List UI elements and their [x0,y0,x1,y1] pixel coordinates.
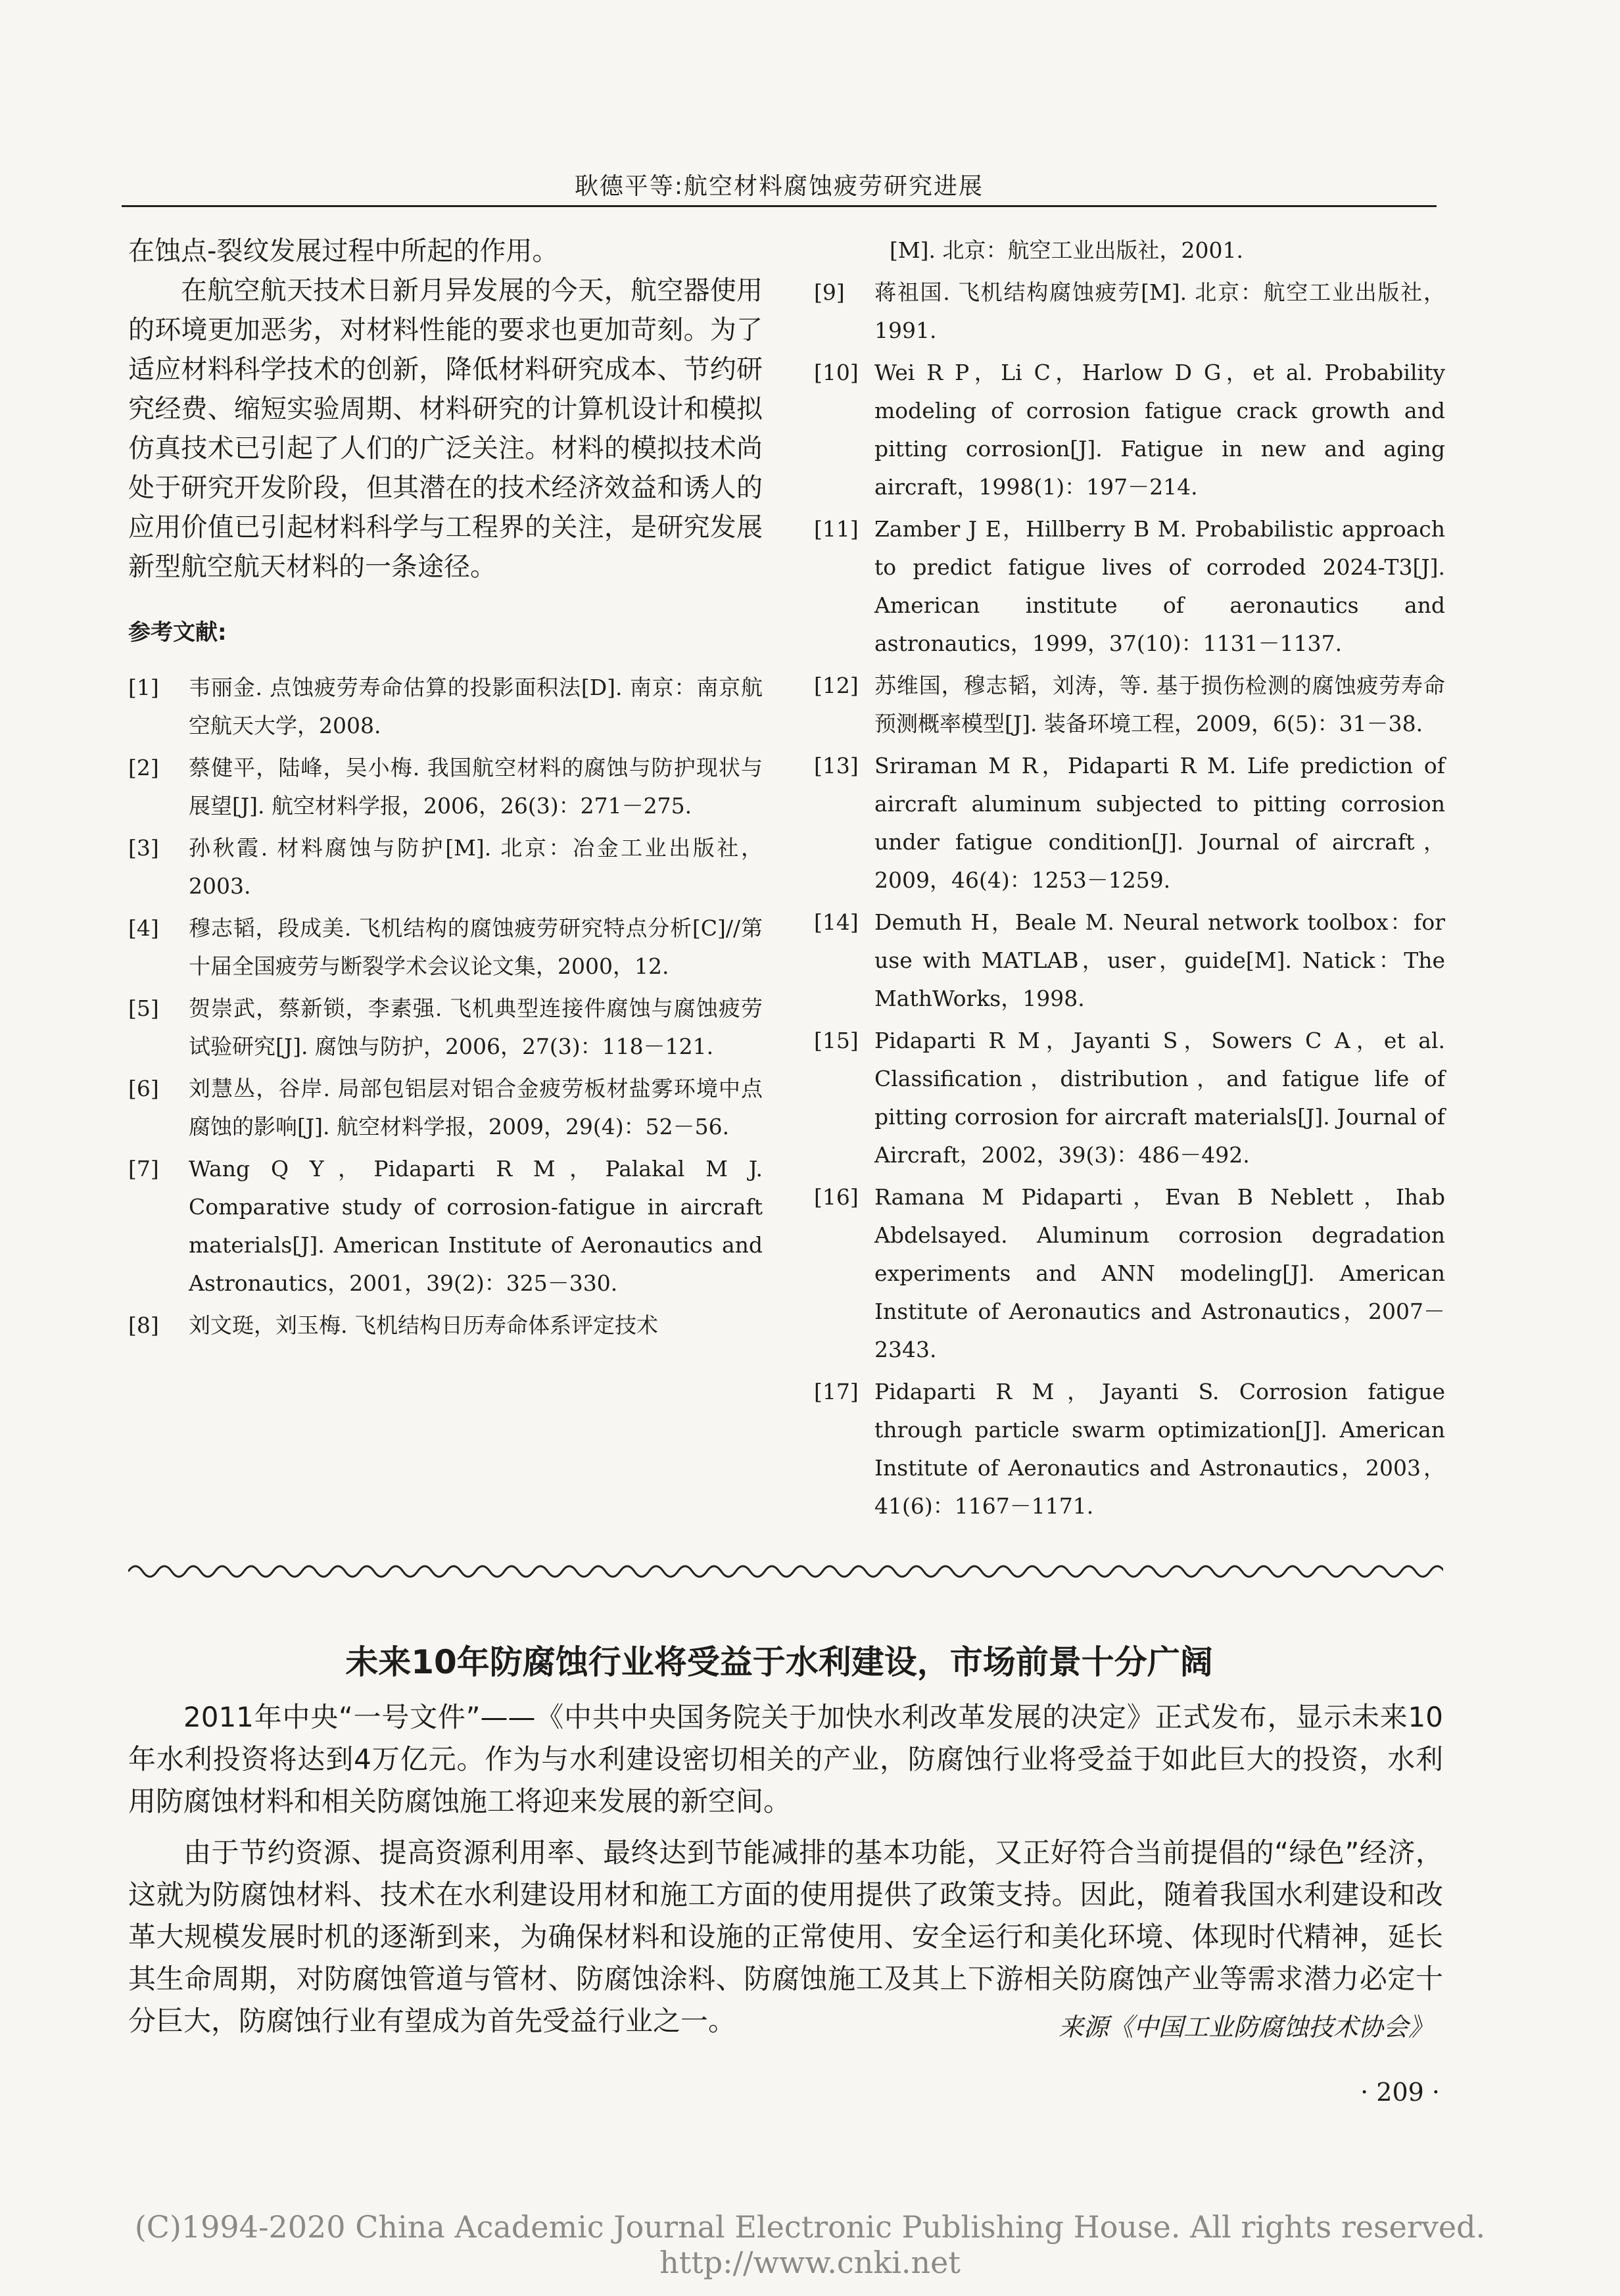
wavy-divider-line [128,1566,1443,1577]
news-title: 未来10年防腐蚀行业将受益于水利建设，市场前景十分广阔 [345,1643,1213,1681]
reference-item [128,1306,763,1345]
reference-number: [11] [814,516,859,542]
reference-list-right [814,274,1445,1525]
page-number: · 209 · [1360,2078,1440,2107]
running-header: 耿德平等:航空材料腐蚀疲劳研究进展 [574,173,984,200]
references-heading: 参考文献: [128,619,227,646]
reference-number: [5] [128,995,159,1021]
reference-number: [8] [128,1312,159,1338]
reference-text: Sriraman M R，Pidaparti R M. Life prediction of aircraft aluminum subjected to pitting corrosion under fatigue condition[J]. Journal of aircraft，2009，46(4)：1253－1259. [874,753,1445,893]
reference-number: [17] [814,1379,859,1404]
right-column [814,231,1445,1529]
reference-text: 刘文珽，刘玉梅. 飞机结构日历寿命体系评定技术 [189,1312,658,1338]
news-paragraph-2: 由于节约资源、提高资源利用率、最终达到节能减排的基本功能，又正好符合当前提倡的“绿色”经济，这就为防腐蚀材料、技术在水利建设用材和施工方面的使用提供了政策支持。因此，随着我国水利建设和改革大规模发展时机的逐渐到来，为确保材料和设施的正常使用、安全运行和美化环境、体现时代精神，延长其生命周期，对防腐蚀管道与管材、防腐蚀涂料、防腐蚀施工及其上下游相关防腐蚀产业等需求潜力必定十分巨大，防腐蚀行业有望成为首先受益行业之一。 [128,1836,1443,2037]
reference-list-left [128,669,763,1345]
news-body [128,1696,1443,2051]
reference-item [128,1150,763,1303]
reference-text: 苏维国，穆志韬，刘涛，等. 基于损伤检测的腐蚀疲劳寿命预测概率模型[J]. 装备环境工程，2009，6(5)：31－38. [874,673,1445,736]
reference-number: [4] [128,915,159,941]
reference-text: 孙秋霞. 材料腐蚀与防护[M]. 北京：冶金工业出版社，2003. [189,835,763,899]
reference-item [814,510,1445,663]
copyright-footer: (C)1994-2020 China Academic Journal Electronic Publishing House. All rights reserved. http://www.cnki.net [134,2209,1486,2280]
reference-item [128,829,763,905]
reference-text: 蒋祖国. 飞机结构腐蚀疲劳[M]. 北京：航空工业出版社，1991. [874,279,1445,343]
reference-item [814,1022,1445,1174]
reference-number: [3] [128,835,159,861]
reference-text: 韦丽金. 点蚀疲劳寿命估算的投影面积法[D]. 南京：南京航空航天大学，2008. [189,675,763,738]
reference-item [128,1070,763,1146]
body-paragraph-2: 在航空航天技术日新月异发展的今天，航空器使用的环境更加恶劣，对材料性能的要求也更加苛刻。为了适应材料科学技术的创新，降低材料研究成本、节约研究经费、缩短实验周期、材料研究的计算机设计和模拟仿真技术已引起了人们的广泛关注。材料的模拟技术尚处于研究开发阶段，但其潜在的技术经济效益和诱人的应用价值已引起材料科学与工程界的关注，是研究发展新型航空航天材料的一条途径。 [128,275,763,582]
reference-item [128,669,763,745]
reference-text: Wei R P，Li C，Harlow D G，et al. Probability modeling of corrosion fatigue crack growth and pitting corrosion[J]. Fatigue in new and aging aircraft，1998(1)：197－214. [874,360,1445,500]
reference-number: [14] [814,909,859,935]
reference-text: Pidaparti R M，Jayanti S. Corrosion fatigue through particle swarm optimization[J]. American Institute of Aeronautics and Astronautics，2003，41(6)：1167－1171. [874,1379,1445,1519]
reference-number: [6] [128,1076,159,1101]
reference-text: 穆志韬，段成美. 飞机结构的腐蚀疲劳研究特点分析[C]//第十届全国疲劳与断裂学术会议论文集，2000，12. [189,915,763,979]
reference-number: [13] [814,753,859,778]
news-paragraph-1: 2011年中央“一号文件”——《中共中央国务院关于加快水利改革发展的决定》正式发布，显示未来10年水利投资将达到4万亿元。作为与水利建设密切相关的产业，防腐蚀行业将受益于如此巨大的投资，水利用防腐蚀材料和相关防腐蚀施工将迎来发展的新空间。 [128,1701,1443,1817]
reference-text: Pidaparti R M，Jayanti S，Sowers C A，et al. Classification，distribution，and fatigue life of pitting corrosion for aircraft materials[J]. Journal of Aircraft，2002，39(3)：486－492. [874,1028,1445,1168]
left-column [128,231,763,1349]
reference-text: Zamber J E，Hillberry B M. Probabilistic approach to predict fatigue lives of corroded 2024-T3[J]. American institute of aeronautics and astronautics，1999，37(10)：1131－1137. [874,516,1445,656]
reference-item [814,354,1445,506]
reference-number: [10] [814,360,859,385]
reference-item [814,903,1445,1018]
reference-number: [15] [814,1028,859,1053]
reference-item [814,274,1445,350]
body-paragraph-1: 在蚀点-裂纹发展过程中所起的作用。 [128,236,559,266]
reference-item [814,667,1445,743]
reference-number: [12] [814,673,859,698]
reference-8-continuation: [M]. 北京：航空工业出版社，2001. [890,237,1243,263]
reference-text: 蔡健平，陆峰，吴小梅. 我国航空材料的腐蚀与防护现状与展望[J]. 航空材料学报，2006，26(3)：271－275. [189,755,763,819]
reference-number: [16] [814,1184,859,1210]
reference-text: Ramana M Pidaparti，Evan B Neblett，Ihab Abdelsayed. Aluminum corrosion degradation experiments and ANN modeling[J]. American Institute of Aeronautics and Astronautics，2007－2343. [874,1184,1445,1362]
reference-number: [9] [814,279,845,305]
reference-item [814,747,1445,899]
reference-text: Demuth H，Beale M. Neural network toolbox：for use with MATLAB，user，guide[M]. Natick：The MathWorks，1998. [874,909,1445,1011]
reference-item [814,1373,1445,1525]
reference-item [128,749,763,825]
reference-item [814,1178,1445,1369]
reference-text: 刘慧丛，谷岸. 局部包铝层对铝合金疲劳板材盐雾环境中点腐蚀的影响[J]. 航空材料学报，2009，29(4)：52－56. [189,1076,763,1139]
reference-text: 贺崇武，蔡新锁，李素强. 飞机典型连接件腐蚀与腐蚀疲劳试验研究[J]. 腐蚀与防护，2006，27(3)：118－121. [189,995,763,1059]
reference-number: [1] [128,675,159,700]
reference-text: Wang Q Y，Pidaparti R M，Palakal M J. Comparative study of corrosion-fatigue in aircraft materials[J]. American Institute of Aeronautics and Astronautics，2001，39(2)：325－330. [189,1156,763,1296]
reference-item [128,990,763,1066]
wavy-divider [128,1558,1443,1585]
reference-number: [7] [128,1156,159,1182]
header-rule [122,205,1437,207]
reference-item [128,909,763,986]
reference-number: [2] [128,755,159,780]
news-source: 来源《中国工业防腐蚀技术协会》 [1058,2013,1433,2042]
